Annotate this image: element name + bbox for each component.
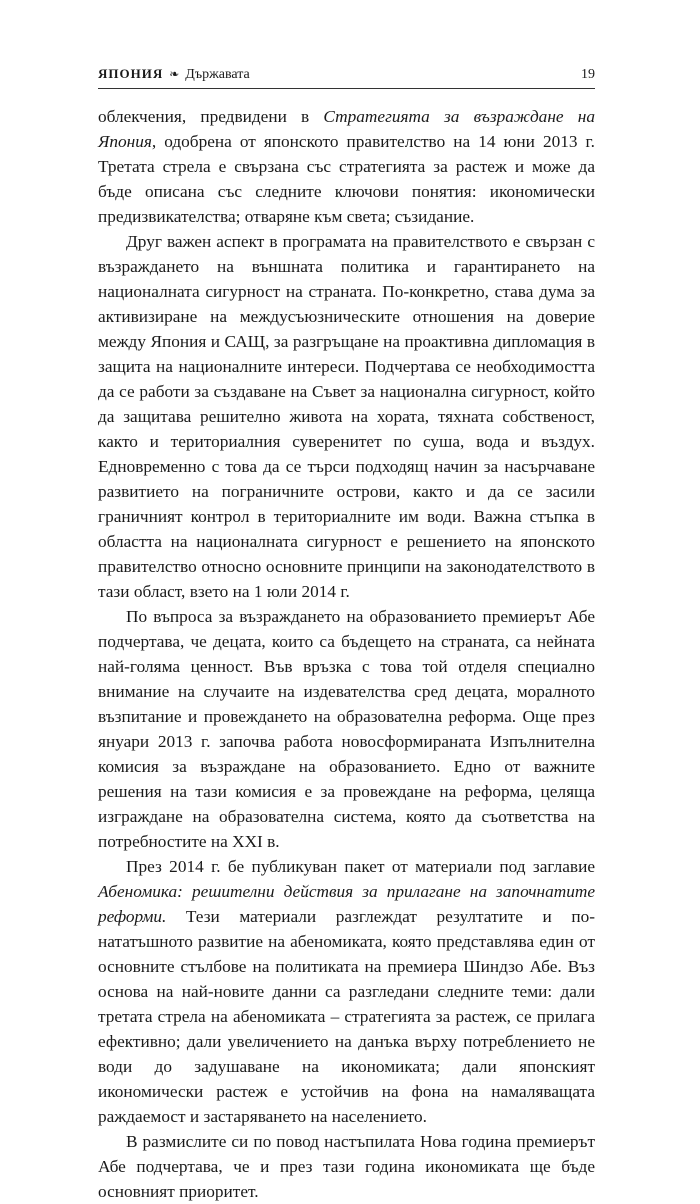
- running-head-section: ЯПОНИЯ: [98, 66, 164, 81]
- paragraph-1-text-b: , одобрена от японското правителство на 14 юни 2013 г. Третата стрела е свързана със стратегията за растеж и може да бъде описана със следните ключови понятия: икономически предизвикателства; отваряне към света; съзидание.: [98, 132, 595, 226]
- page-number: 19: [581, 67, 595, 82]
- paragraph-4-text-b: Тези материали разглеждат резултатите и по-нататъшното развитие на абеномиката, която представлява един от основните стълбове на политиката на премиера Шиндзо Абе. Въз основа на най-новите данни са разгледани следните теми: дали третата стрела на абеномиката – стратегията за растеж, се прилага ефективно; дали увеличението на данъка върху потреблението не води до задушаване на икономиката; дали японският икономически растеж е устойчив на фона на намаляващата раждаемост и застаряването на населението.: [98, 907, 595, 1126]
- running-head: [98, 66, 595, 86]
- fleuron-icon: ❧: [169, 67, 180, 81]
- header-rule: [98, 88, 595, 89]
- paragraph-4-italic-title: Абеномика: решителни действия за прилагане на започнатите реформи.: [98, 882, 595, 926]
- paragraph-4: [98, 854, 595, 1129]
- running-head-chapter: Държавата: [185, 67, 250, 82]
- paragraph-1: [98, 104, 595, 229]
- paragraph-1-italic-title: Стратегията за възраждане на Япония: [98, 107, 595, 151]
- paragraph-1-text-a: облекчения, предвидени в: [98, 107, 324, 126]
- paragraph-2: Друг важен аспект в програмата на правителството е свързан с възраждането на външната политика и гарантирането на националната сигурност на страната. По-конкретно, става дума за активизиране на междусъюзническите отношения на доверие между Япония и САЩ, за разгръщане на проактивна дипломация в защита на националните интереси. Подчертава се необходимостта да се работи за създаване на Съвет за национална сигурност, който да защитава решително живота на хората, тяхната собственост, както и териториалния суверенитет по суша, вода и въздух. Едновременно с това да се търси подходящ начин за насърчаване развитието на пограничните острови, както и да се засили граничният контрол в териториалните им води. Важна стъпка в областта на националната сигурност е решението на японското правителство относно основните принципи на законодателството в тази област, взето на 1 юли 2014 г.: [98, 232, 595, 601]
- paragraph-3: По въпроса за възраждането на образованието премиерът Абе подчертава, че децата, които са бъдещето на страната, са нейната най-голяма ценност. Във връзка с това той отделя специално внимание на случаите на издевателства сред децата, моралното възпитание и провеждането на образователна реформа. Още през януари 2013 г. започва работа новосформираната Изпълнителна комисия за възраждане на образованието. Едно от важните решения на тази комисия е за провеждане на реформа, целяща изграждане на образователна система, която да съответства на потребностите на XXI в.: [98, 607, 595, 851]
- page-body: [98, 104, 595, 1204]
- paragraph-5: В размислите си по повод настъпилата Нова година премиерът Абе подчертава, че и през тази година икономиката ще бъде основният приоритет.: [98, 1132, 595, 1201]
- paragraph-4-text-a: През 2014 г. бе публикуван пакет от материали под заглавие: [126, 857, 595, 876]
